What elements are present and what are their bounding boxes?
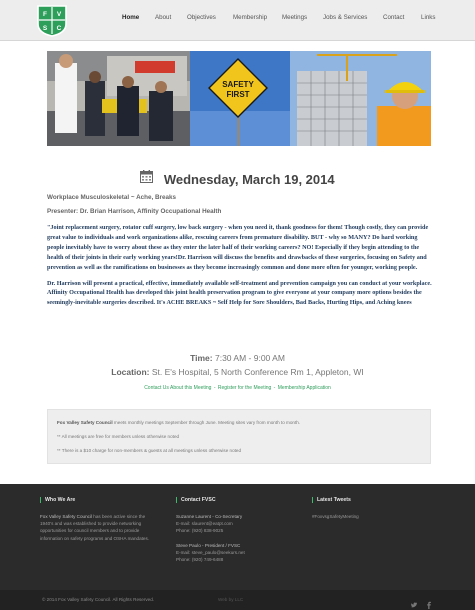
footer-who-we-are: [40, 497, 170, 542]
nav-contact[interactable]: Contact: [383, 14, 405, 21]
event-date-row: [0, 170, 475, 188]
nav-meetings[interactable]: Meetings: [282, 14, 308, 21]
footer-tweets-title: Latest Tweets: [312, 497, 432, 503]
footer-tweets: [312, 497, 432, 520]
footer-who-title: Who We Are: [40, 497, 170, 503]
site-footer: [0, 484, 475, 590]
nav-about[interactable]: About: [155, 14, 172, 21]
event-time: [0, 353, 475, 363]
link-register-meeting[interactable]: Register for the Meeting: [217, 385, 272, 391]
event-date: Wednesday, March 19, 2014: [163, 171, 335, 187]
footer-contact: [176, 497, 296, 563]
info-line-1: [57, 420, 300, 425]
link-contact-meeting[interactable]: Contact Us About this Meeting: [144, 385, 212, 391]
link-membership-application[interactable]: Membership Application: [277, 385, 331, 391]
hero-image-construction: [290, 51, 431, 146]
site-header: [0, 0, 475, 41]
sign-text-first: FIRST: [226, 90, 250, 99]
contact-1-phone: Phone: (920) 838-9025: [176, 528, 224, 534]
footer-who-text-2: 1940's and was established to provide networking: [40, 521, 142, 527]
footer-contact-1: [176, 513, 296, 535]
hero-image-medical: [47, 51, 190, 146]
copyright-text: © 2014 Fox Valley Safety Council. All Rights Reserved.: [42, 597, 155, 602]
link-separator: -: [272, 385, 277, 391]
info-line-2: ** All meetings are free for members unless otherwise noted: [57, 434, 180, 439]
main-nav: [116, 14, 475, 28]
contact-2-name: Steve Paulo - President / FVSC: [176, 542, 241, 548]
nav-home[interactable]: Home: [122, 14, 140, 21]
logo-letter-c: C: [56, 25, 62, 32]
nav-jobs-services[interactable]: Jobs & Services: [323, 14, 368, 21]
nav-objectives[interactable]: Objectives: [187, 14, 216, 21]
contact-1-email[interactable]: E-mail: slaurent@eatpt.com: [176, 521, 233, 527]
event-links: [0, 385, 475, 391]
footer-tweet-item[interactable]: #FoxvsgSafetyMeeting: [312, 514, 359, 519]
event-description-1: "Joint replacement surgery, rotator cuff surgery, low back surgery - when you need it, thank goodness for them! Though costly, they can provide great value to individuals and work organizations alike, rescuing careers from premature disability. BUT - why so MANY? Do hard working people inevitably have to worry about these as they enter the later half of their working careers? NO! Especially if they begin attending to the health of their joints in their early working years!Dr. Harrison will discuss the benefits and drawbacks of these surgeries, focusing on Safety and prevention as well as the ramifications on businesses as they become increasingly common and done more often for younger, working people.: [47, 224, 429, 271]
site-credit[interactable]: Web by LLC: [218, 597, 244, 602]
location-value: St. E's Hospital, 5 North Conference Rm 1, Appleton, WI: [151, 367, 364, 377]
footer-contact-title: Contact FVSC: [176, 497, 296, 503]
info-org-name: Fox Valley Safety Council: [57, 420, 113, 425]
hero-image-safety-sign: [190, 51, 290, 146]
time-value: 7:30 AM - 9:00 AM: [214, 353, 285, 363]
logo-letter-v: V: [56, 11, 62, 18]
event-content: [47, 194, 432, 314]
info-line-1-text: meets monthly meetings September through June. Meeting sites vary from month to month.: [112, 420, 301, 425]
logo-letter-s: S: [42, 25, 48, 32]
facebook-icon[interactable]: [425, 596, 433, 604]
footer-who-text-1: has been active since the: [92, 514, 146, 519]
logo-letter-f: F: [43, 11, 47, 18]
event-presenter: Presenter: Dr. Brian Harrison, Affinity Occupational Health: [47, 208, 222, 215]
site-logo[interactable]: [35, 4, 69, 37]
footer-who-text: [40, 513, 170, 542]
twitter-icon[interactable]: [410, 596, 418, 604]
hero-banner: [47, 51, 431, 146]
footer-who-org: Fox Valley Safety Council: [40, 514, 92, 519]
event-subtitle: Workplace Musculoskeletal ~ Ache, Breaks: [47, 194, 176, 201]
footer-who-text-3: opportunities for council members and to provide: [40, 528, 140, 534]
sign-text-safety: SAFETY: [222, 80, 254, 89]
footer-bottom-bar: [0, 590, 475, 610]
footer-contact-2: [176, 542, 296, 564]
location-label: Location:: [111, 367, 150, 377]
event-description-2: Dr. Harrison will present a practical, effective, immediately available self-treatment and prevention campaign you can conduct at your workplace. Affinity Occupational Health has developed this joint health preservation program to give everyone at your company more options besides the seemingly-inevitable surgeries described. It's ACHE BREAKS ~ Self Help for Sore Shoulders, Bad Backs, Hurting Hips, and Aching knees: [47, 279, 432, 307]
calendar-icon: [140, 170, 153, 188]
event-location: [0, 367, 475, 377]
nav-membership[interactable]: Membership: [233, 14, 268, 21]
footer-who-text-4: information on safety programs and OSHA mandates.: [40, 535, 150, 541]
time-label: Time:: [190, 353, 213, 363]
contact-1-name: Suzanne Laurent - Co-Secretary: [176, 514, 243, 519]
link-separator: -: [212, 385, 217, 391]
nav-links[interactable]: Links: [421, 14, 436, 21]
meeting-info-box: [47, 409, 431, 464]
info-line-3: ** There is a $10 charge for non-members & guests at all meetings unless otherwise noted: [57, 448, 242, 453]
contact-2-email[interactable]: E-mail: steve_paulo@seekurs.net: [176, 549, 245, 555]
contact-2-phone: Phone: (920) 749-6488: [176, 557, 224, 563]
